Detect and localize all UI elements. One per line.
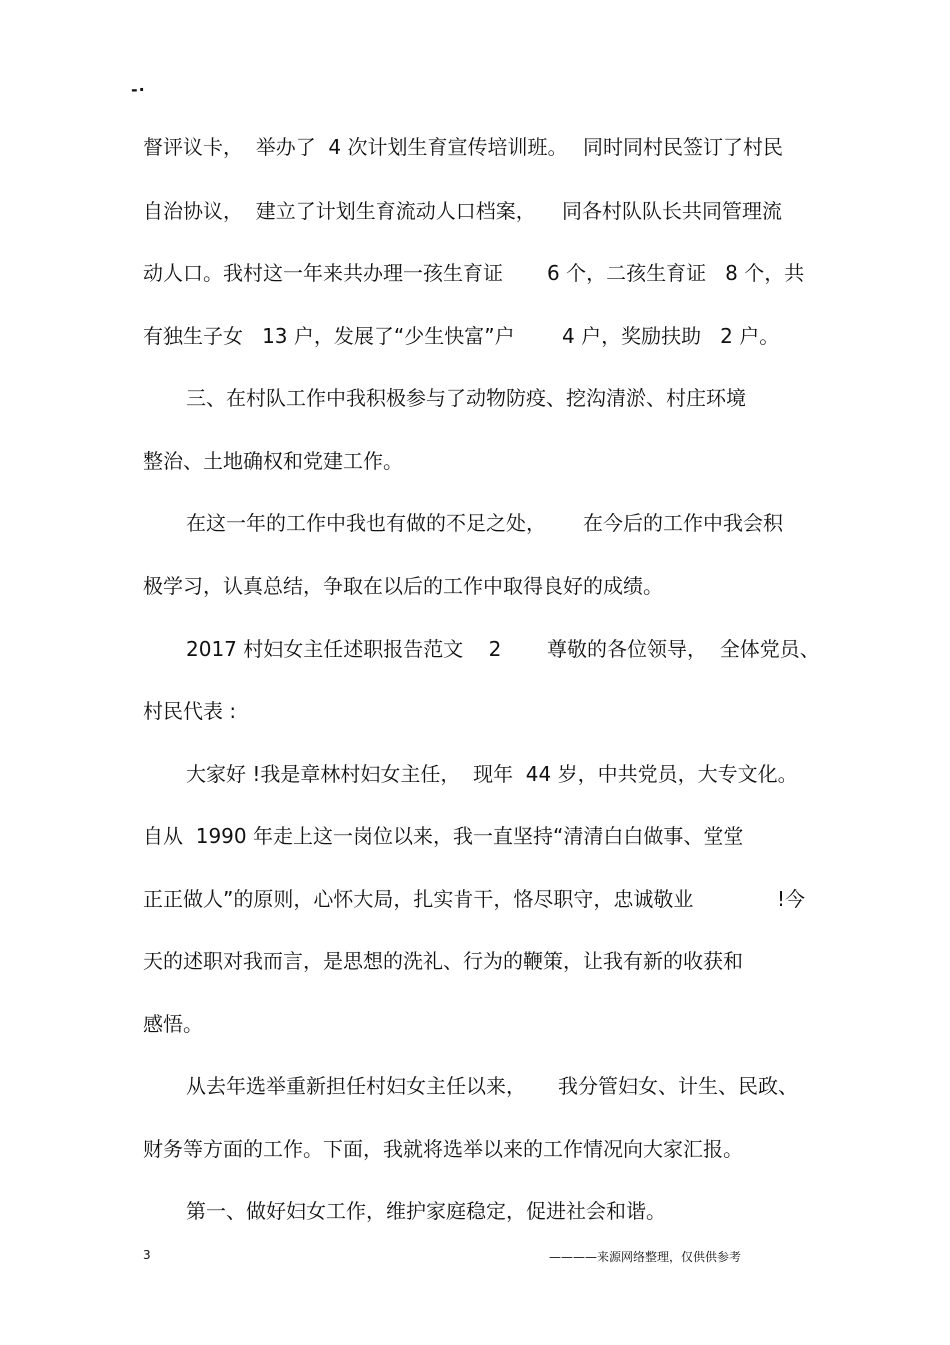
text-segment: 财务等方面的工作。下面，我就将选举以来的工作情况向大家汇报。 (143, 1137, 743, 1161)
text-line (0, 1134, 950, 1164)
text-line (0, 696, 950, 726)
header-mark: -· (131, 80, 146, 99)
text-segment: 同时同村民签订了村民 (583, 135, 783, 159)
text-line (0, 821, 950, 851)
text-segment: 大家好 !我是章林村妇女主任， 现年 44 岁，中共党员，大专文化。 (186, 762, 798, 786)
text-line (0, 1009, 950, 1039)
text-line (0, 1071, 950, 1101)
text-segment: 三、在村队工作中我积极参与了动物防疫、挖沟清淤、村庄环境 (186, 386, 746, 410)
text-segment: 天的述职对我而言，是思想的洗礼、行为的鞭策，让我有新的收获和 (143, 949, 743, 973)
text-segment: 督评议卡， 举办了 4 次计划生育宣传培训班。 (143, 135, 568, 159)
text-segment: 有独生子女 13 户，发展了“少生快富”户 (143, 324, 515, 348)
text-segment: 我分管妇女、计生、民政、 (558, 1074, 798, 1098)
text-line (0, 759, 950, 789)
text-line (0, 132, 950, 162)
text-segment: 整治、土地确权和党建工作。 (143, 449, 403, 473)
text-line (0, 571, 950, 601)
text-line (0, 383, 950, 413)
text-segment: 4 户，奖励扶助 2 户。 (562, 324, 780, 348)
text-line (0, 884, 950, 914)
page-number: 3 (143, 1248, 151, 1262)
text-segment: 感悟。 (143, 1012, 203, 1036)
text-segment: 正正做人”的原则，心怀大局，扎实肯干，恪尽职守，忠诚敬业 (143, 887, 694, 911)
text-segment: 自从 1990 年走上这一岗位以来，我一直坚持“清清白白做事、堂堂 (143, 824, 744, 848)
text-segment: 尊敬的各位领导， 全体党员、 (547, 637, 820, 661)
text-segment: 在今后的工作中我会积 (583, 511, 783, 535)
text-segment: !今 (777, 887, 806, 911)
text-segment: 6 个，二孩生育证 8 个，共 (547, 261, 805, 285)
text-segment: 村民代表 : (143, 699, 237, 723)
text-segment: 2017 村妇女主任述职报告范文 2 (186, 637, 502, 661)
text-segment: 极学习，认真总结，争取在以后的工作中取得良好的成绩。 (143, 574, 663, 598)
text-segment: 从去年选举重新担任村妇女主任以来， (186, 1074, 526, 1098)
text-line (0, 508, 950, 538)
text-segment: 同各村队队长共同管理流 (562, 199, 782, 223)
text-line (0, 258, 950, 288)
text-line (0, 321, 950, 351)
footer-note: ————来源网络整理，仅供供参考 (549, 1250, 742, 1264)
text-segment: 第一、做好妇女工作，维护家庭稳定，促进社会和谐。 (186, 1199, 666, 1223)
text-segment: 动人口。我村这一年来共办理一孩生育证 (143, 261, 503, 285)
text-line (0, 196, 950, 226)
text-line (0, 1196, 950, 1226)
text-line (0, 634, 950, 664)
text-segment: 在这一年的工作中我也有做的不足之处， (186, 511, 546, 535)
text-line (0, 446, 950, 476)
text-segment: 自治协议， 建立了计划生育流动人口档案， (143, 199, 536, 223)
text-line (0, 946, 950, 976)
